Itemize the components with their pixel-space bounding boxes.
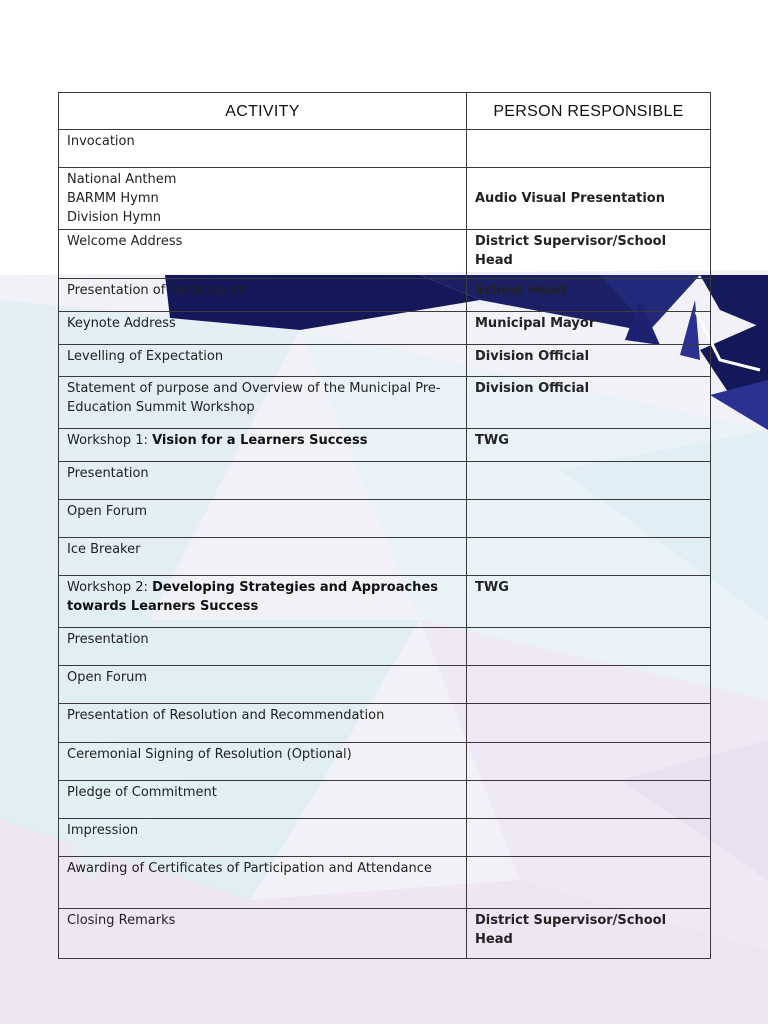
- workshop-prefix: Workshop 1:: [67, 433, 153, 448]
- table-row: [59, 781, 711, 819]
- workshop-prefix: Workshop 2:: [67, 580, 153, 595]
- person-cell: [467, 666, 711, 704]
- activity-cell: Statement of purpose and Overview of the Municipal Pre-Education Summit Workshop: [59, 377, 467, 429]
- activity-cell: Presentation: [59, 628, 467, 666]
- person-cell: School Head: [467, 279, 711, 312]
- activity-line: Division Hymn: [67, 210, 162, 225]
- person-cell: District Supervisor/School Head: [467, 909, 711, 959]
- person-cell: Division Official: [467, 345, 711, 377]
- person-cell: [467, 462, 711, 500]
- activity-cell: Awarding of Certificates of Participation and Attendance: [59, 857, 467, 909]
- activity-cell: Open Forum: [59, 500, 467, 538]
- activity-cell: Presentation: [59, 462, 467, 500]
- person-cell: [467, 538, 711, 576]
- person-cell: TWG: [467, 576, 711, 628]
- table-row: [59, 377, 711, 429]
- table-row: [59, 462, 711, 500]
- table-row: [59, 819, 711, 857]
- activity-cell: [59, 168, 467, 230]
- activity-cell: [59, 429, 467, 462]
- person-cell: [467, 628, 711, 666]
- table-row: [59, 130, 711, 168]
- activity-cell: [59, 576, 467, 628]
- person-cell: Audio Visual Presentation: [467, 168, 711, 230]
- activity-cell: Open Forum: [59, 666, 467, 704]
- table-row: [59, 704, 711, 743]
- table-row: [59, 168, 711, 230]
- workshop-title: Developing Strategies and Approaches towards Learners Success: [67, 580, 438, 614]
- person-cell: [467, 857, 711, 909]
- table-row: [59, 666, 711, 704]
- person-cell: [467, 819, 711, 857]
- table-row: [59, 909, 711, 959]
- activity-header: ACTIVITY: [59, 93, 467, 130]
- person-responsible-header: PERSON RESPONSIBLE: [467, 93, 711, 130]
- person-cell: [467, 781, 711, 819]
- activity-cell: Ice Breaker: [59, 538, 467, 576]
- activity-cell: Pledge of Commitment: [59, 781, 467, 819]
- table-row: [59, 857, 711, 909]
- table-row: [59, 312, 711, 345]
- activity-cell: Invocation: [59, 130, 467, 168]
- activity-cell: Welcome Address: [59, 230, 467, 279]
- table-header-row: [59, 93, 711, 130]
- person-cell: Municipal Mayor: [467, 312, 711, 345]
- activity-cell: Presentation of Resolution and Recommendation: [59, 704, 467, 743]
- workshop-title: Vision for a Learners Success: [152, 433, 368, 448]
- schedule-table: [58, 92, 711, 959]
- person-cell: [467, 743, 711, 781]
- table-row: [59, 538, 711, 576]
- table-row: [59, 576, 711, 628]
- activity-cell: Impression: [59, 819, 467, 857]
- activity-line: National Anthem: [67, 172, 177, 187]
- person-cell: [467, 704, 711, 743]
- activity-cell: Keynote Address: [59, 312, 467, 345]
- table-row: [59, 628, 711, 666]
- table-row: [59, 429, 711, 462]
- table-row: [59, 279, 711, 312]
- person-cell: Division Official: [467, 377, 711, 429]
- table-row: [59, 500, 711, 538]
- activity-cell: Presentation of Participants: [59, 279, 467, 312]
- table-row: [59, 345, 711, 377]
- person-cell: TWG: [467, 429, 711, 462]
- person-cell: District Supervisor/School Head: [467, 230, 711, 279]
- activity-line: BARMM Hymn: [67, 191, 159, 206]
- person-cell: [467, 130, 711, 168]
- activity-cell: Levelling of Expectation: [59, 345, 467, 377]
- table-row: [59, 743, 711, 781]
- activity-cell: Closing Remarks: [59, 909, 467, 959]
- table-row: [59, 230, 711, 279]
- person-cell: [467, 500, 711, 538]
- activity-cell: Ceremonial Signing of Resolution (Optional): [59, 743, 467, 781]
